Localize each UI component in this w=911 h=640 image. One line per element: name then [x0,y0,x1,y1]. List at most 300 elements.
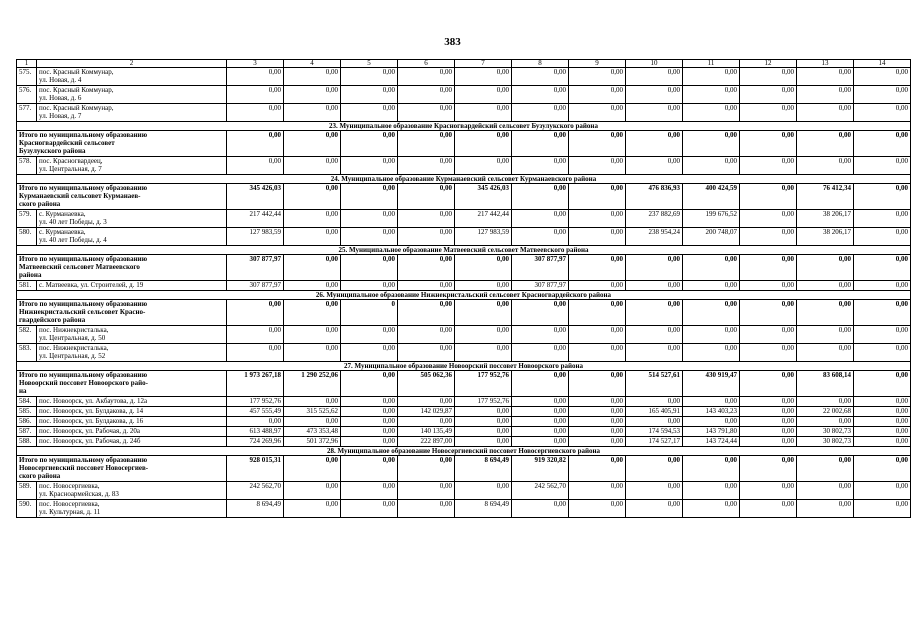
value-cell: 473 353,48 [284,427,341,437]
value-cell: 0,00 [569,281,626,291]
value-cell: 0 [341,300,398,326]
row-number: 577. [17,104,37,122]
value-cell: 0,00 [797,300,854,326]
value-cell: 0,00 [626,456,683,482]
value-cell: 0,00 [797,482,854,500]
value-cell: 0,00 [854,427,911,437]
value-cell: 928 015,31 [227,456,284,482]
value-cell: 0,00 [512,427,569,437]
value-cell: 0,00 [227,68,284,86]
value-cell: 0,00 [683,300,740,326]
value-cell: 143 724,44 [683,437,740,447]
value-cell: 0,00 [797,500,854,518]
value-cell: 0,00 [512,104,569,122]
column-number: 14 [854,60,911,68]
value-cell: 83 608,14 [797,371,854,397]
value-cell: 476 836,93 [626,184,683,210]
column-number-header-row [17,60,911,68]
value-cell: 217 442,44 [227,210,284,228]
value-cell: 0,00 [455,68,512,86]
row-number: 579. [17,210,37,228]
address-cell: с. Курманаевка, ул. 40 лет Победы, д. 4 [37,228,227,246]
value-cell: 0,00 [683,281,740,291]
value-cell: 0,00 [284,157,341,175]
value-cell: 0,00 [398,255,455,281]
value-cell: 307 877,97 [512,255,569,281]
row-number: 590. [17,500,37,518]
value-cell: 0,00 [341,281,398,291]
column-number: 5 [341,60,398,68]
value-cell: 174 594,53 [626,427,683,437]
value-cell: 30 802,73 [797,427,854,437]
row-number: 575. [17,68,37,86]
value-cell: 0,00 [341,417,398,427]
value-cell: 0,00 [854,482,911,500]
value-cell: 0,00 [854,68,911,86]
value-cell: 0,00 [455,437,512,447]
value-cell: 0,00 [512,371,569,397]
value-cell: 8 694,49 [455,456,512,482]
column-number: 2 [37,60,227,68]
value-cell: 0,00 [284,500,341,518]
value-cell: 0,00 [341,326,398,344]
value-cell: 0,00 [284,228,341,246]
value-cell: 200 748,07 [683,228,740,246]
value-cell: 127 983,59 [455,228,512,246]
value-cell: 0,00 [398,210,455,228]
value-cell: 0,00 [797,326,854,344]
column-number: 7 [455,60,512,68]
value-cell: 514 527,61 [626,371,683,397]
value-cell: 0,00 [569,131,626,157]
value-cell: 0,00 [284,255,341,281]
address-cell: пос. Новосергиевка, ул. Культурная, д. 11 [37,500,227,518]
value-cell: 0,00 [455,427,512,437]
value-cell: 0,00 [797,68,854,86]
total-row [17,131,911,157]
table-row [17,281,911,291]
value-cell: 0,00 [626,397,683,407]
value-cell: 238 954,24 [626,228,683,246]
value-cell: 0,00 [398,184,455,210]
address-cell: пос. Новосергиевка, ул. Красноармейская, д. 83 [37,482,227,500]
row-number: 578. [17,157,37,175]
value-cell: 0,00 [740,184,797,210]
total-label: Итого по муниципальному образованию Новоорский поссовет Новоорского райо- на [17,371,227,397]
value-cell: 177 952,76 [455,397,512,407]
value-cell: 0,00 [854,407,911,417]
value-cell: 0,00 [740,228,797,246]
value-cell: 0,00 [341,500,398,518]
section-header-row [17,291,911,300]
value-cell: 0,00 [569,326,626,344]
value-cell: 0,00 [284,104,341,122]
value-cell: 0,00 [797,104,854,122]
address-cell: пос. Новоорск, ул. Рабочая, д. 24б [37,437,227,447]
value-cell: 0,00 [227,326,284,344]
value-cell: 0,00 [740,210,797,228]
section-header-row [17,362,911,371]
value-cell: 0,00 [740,482,797,500]
value-cell: 0,00 [569,210,626,228]
value-cell: 0,00 [569,228,626,246]
budget-table [16,59,911,518]
value-cell: 0,00 [341,210,398,228]
value-cell: 0,00 [455,300,512,326]
value-cell: 0,00 [341,344,398,362]
section-header-row [17,175,911,184]
column-number: 12 [740,60,797,68]
table-row [17,427,911,437]
value-cell: 0,00 [797,157,854,175]
value-cell: 0,00 [569,104,626,122]
value-cell: 174 527,17 [626,437,683,447]
value-cell: 140 135,49 [398,427,455,437]
value-cell: 0,00 [455,255,512,281]
value-cell: 0,00 [455,104,512,122]
value-cell: 0,00 [626,104,683,122]
value-cell: 501 372,96 [284,437,341,447]
value-cell: 177 952,76 [455,371,512,397]
value-cell: 0,00 [512,184,569,210]
value-cell: 0,00 [512,300,569,326]
value-cell: 0,00 [227,131,284,157]
value-cell: 0,00 [626,157,683,175]
column-number: 1 [17,60,37,68]
column-number: 4 [284,60,341,68]
value-cell: 0,00 [398,344,455,362]
value-cell: 0,00 [854,131,911,157]
total-row [17,184,911,210]
value-cell: 0,00 [512,86,569,104]
total-label: Итого по муниципальному образованию Нижнекристальский сельсовет Красно- гвардейского района [17,300,227,326]
value-cell: 0,00 [797,417,854,427]
value-cell: 0,00 [740,427,797,437]
value-cell: 0,00 [683,326,740,344]
value-cell: 22 002,68 [797,407,854,417]
table-row [17,407,911,417]
table-row [17,417,911,427]
value-cell: 0,00 [683,500,740,518]
table-row [17,500,911,518]
value-cell: 0,00 [569,157,626,175]
value-cell: 0,00 [740,86,797,104]
address-cell: пос. Нижнекристалька, ул. Центральная, д. 50 [37,326,227,344]
value-cell: 315 525,62 [284,407,341,417]
table-row [17,157,911,175]
address-cell: пос. Красный Коммунар, ул. Новая, д. 4 [37,68,227,86]
value-cell: 0,00 [569,407,626,417]
value-cell: 0,00 [284,326,341,344]
value-cell: 0,00 [284,68,341,86]
value-cell: 0,00 [854,344,911,362]
address-cell: с. Матвеевка, ул. Строителей, д. 19 [37,281,227,291]
value-cell: 0,00 [854,281,911,291]
section-title: 26. Муниципальное образование Нижнекристальский сельсовет Красногвардейского района [17,291,911,300]
value-cell: 0,00 [398,482,455,500]
value-cell: 0,00 [740,407,797,417]
value-cell: 0,00 [398,281,455,291]
value-cell: 0,00 [569,397,626,407]
value-cell: 0,00 [626,68,683,86]
value-cell: 0,00 [854,210,911,228]
value-cell: 0,00 [854,371,911,397]
value-cell: 8 694,49 [455,500,512,518]
address-cell: пос. Новоорск, ул. Булдакова, д. 16 [37,417,227,427]
value-cell: 0,00 [341,104,398,122]
value-cell: 0,00 [854,104,911,122]
value-cell: 127 983,59 [227,228,284,246]
value-cell: 0,00 [284,397,341,407]
total-row [17,371,911,397]
value-cell: 0,00 [683,157,740,175]
value-cell: 242 562,70 [512,482,569,500]
table-row [17,210,911,228]
value-cell: 0,00 [512,397,569,407]
value-cell: 0,00 [683,417,740,427]
section-title: 24. Муниципальное образование Курманаевский сельсовет Курманаевского района [17,175,911,184]
total-label: Итого по муниципальному образованию Матвеевский сельсовет Матвеевского района [17,255,227,281]
value-cell: 505 062,36 [398,371,455,397]
value-cell: 0,00 [626,344,683,362]
value-cell: 1 290 252,06 [284,371,341,397]
value-cell: 0,00 [569,437,626,447]
column-number: 9 [569,60,626,68]
table-row [17,437,911,447]
value-cell: 0,00 [797,281,854,291]
value-cell: 0,00 [284,86,341,104]
value-cell: 0,00 [455,86,512,104]
value-cell: 0,00 [854,437,911,447]
value-cell: 0,00 [740,437,797,447]
table-row [17,482,911,500]
value-cell: 0,00 [398,228,455,246]
value-cell: 0,00 [284,482,341,500]
table-row [17,397,911,407]
value-cell: 0,00 [740,68,797,86]
value-cell: 0,00 [569,86,626,104]
value-cell: 0,00 [740,255,797,281]
address-cell: пос. Красный Коммунар, ул. Новая, д. 7 [37,104,227,122]
value-cell: 724 269,96 [227,437,284,447]
value-cell: 0,00 [569,255,626,281]
row-number: 588. [17,437,37,447]
value-cell: 0,00 [227,344,284,362]
value-cell: 0,00 [455,344,512,362]
value-cell: 613 488,97 [227,427,284,437]
value-cell: 8 694,49 [227,500,284,518]
value-cell: 76 412,34 [797,184,854,210]
value-cell: 143 791,80 [683,427,740,437]
table-body [17,60,911,518]
value-cell: 0,00 [569,371,626,397]
row-number: 585. [17,407,37,417]
value-cell: 0,00 [455,157,512,175]
value-cell: 0,00 [341,68,398,86]
value-cell: 165 405,91 [626,407,683,417]
value-cell: 0,00 [341,427,398,437]
value-cell: 0,00 [854,456,911,482]
value-cell: 0,00 [683,344,740,362]
value-cell: 0,00 [398,500,455,518]
value-cell: 0,00 [341,397,398,407]
address-cell: пос. Красный Коммунар, ул. Новая, д. 6 [37,86,227,104]
address-cell: пос. Новоорск, ул. Булдакова, д. 14 [37,407,227,417]
address-cell: пос. Красногвардеец, ул. Центральная, д. 7 [37,157,227,175]
value-cell: 0,00 [341,482,398,500]
value-cell: 345 426,03 [227,184,284,210]
value-cell: 0,00 [683,482,740,500]
value-cell: 0,00 [740,500,797,518]
address-cell: пос. Новоорск, ул. Рабочая, д. 20а [37,427,227,437]
value-cell: 0,00 [569,417,626,427]
value-cell: 1 973 267,18 [227,371,284,397]
table-row [17,326,911,344]
table-row [17,86,911,104]
value-cell: 0,00 [740,157,797,175]
value-cell: 0,00 [284,210,341,228]
column-number: 13 [797,60,854,68]
value-cell: 0,00 [284,344,341,362]
value-cell: 0,00 [797,86,854,104]
value-cell: 0,00 [569,500,626,518]
value-cell: 0,00 [512,210,569,228]
value-cell: 0,00 [740,397,797,407]
value-cell: 0,00 [227,157,284,175]
value-cell: 0,00 [284,300,341,326]
table-row [17,68,911,86]
value-cell: 0,00 [740,417,797,427]
value-cell: 143 403,23 [683,407,740,417]
value-cell: 0,00 [626,500,683,518]
value-cell: 0,00 [341,407,398,417]
row-number: 581. [17,281,37,291]
value-cell: 0,00 [740,104,797,122]
value-cell: 919 320,82 [512,456,569,482]
value-cell: 0,00 [227,86,284,104]
value-cell: 0,00 [227,417,284,427]
column-number: 6 [398,60,455,68]
value-cell: 0,00 [569,68,626,86]
value-cell: 0,00 [512,500,569,518]
value-cell: 0,00 [740,326,797,344]
value-cell: 0,00 [626,86,683,104]
column-number: 3 [227,60,284,68]
value-cell: 0,00 [683,255,740,281]
value-cell: 0,00 [797,456,854,482]
value-cell: 0,00 [341,86,398,104]
value-cell: 242 562,70 [227,482,284,500]
value-cell: 307 877,97 [227,255,284,281]
value-cell: 400 424,59 [683,184,740,210]
total-row [17,456,911,482]
value-cell: 0,00 [740,300,797,326]
value-cell: 0,00 [398,300,455,326]
value-cell: 0,00 [398,86,455,104]
value-cell: 0,00 [569,427,626,437]
total-row [17,255,911,281]
value-cell: 0,00 [341,456,398,482]
value-cell: 0,00 [569,184,626,210]
value-cell: 0,00 [341,184,398,210]
column-number: 11 [683,60,740,68]
value-cell: 0,00 [512,228,569,246]
value-cell: 0,00 [626,131,683,157]
page-number: 383 [444,36,461,48]
value-cell: 0,00 [512,437,569,447]
value-cell: 0,00 [455,407,512,417]
value-cell: 0,00 [455,281,512,291]
section-title: 23. Муниципальное образование Красногвардейский сельсовет Бузулукского района [17,122,911,131]
row-number: 584. [17,397,37,407]
value-cell: 30 802,73 [797,437,854,447]
value-cell: 0,00 [854,184,911,210]
value-cell: 0,00 [512,157,569,175]
value-cell: 0,00 [740,131,797,157]
value-cell: 0,00 [626,281,683,291]
value-cell: 0,00 [284,456,341,482]
value-cell: 430 919,47 [683,371,740,397]
value-cell: 0,00 [626,326,683,344]
total-label: Итого по муниципальному образованию Красногвардейский сельсовет Бузулукского района [17,131,227,157]
value-cell: 0,00 [683,86,740,104]
row-number: 580. [17,228,37,246]
value-cell: 0,00 [797,344,854,362]
address-cell: пос. Новоорск, ул. Акбаутова, д. 12а [37,397,227,407]
value-cell: 0,00 [626,300,683,326]
value-cell: 0,00 [683,68,740,86]
row-number: 583. [17,344,37,362]
column-number: 8 [512,60,569,68]
value-cell: 457 555,49 [227,407,284,417]
value-cell: 0,00 [740,344,797,362]
row-number: 587. [17,427,37,437]
value-cell: 0,00 [455,131,512,157]
value-cell: 0,00 [512,407,569,417]
value-cell: 0,00 [398,131,455,157]
value-cell: 0,00 [398,68,455,86]
value-cell: 0,00 [398,456,455,482]
value-cell: 0,00 [854,397,911,407]
value-cell: 0,00 [626,417,683,427]
value-cell: 0,00 [512,68,569,86]
value-cell: 199 676,52 [683,210,740,228]
column-number: 10 [626,60,683,68]
value-cell: 0,00 [569,300,626,326]
value-cell: 0,00 [626,255,683,281]
value-cell: 0,00 [227,300,284,326]
value-cell: 0,00 [854,300,911,326]
value-cell: 0,00 [683,131,740,157]
value-cell: 0,00 [398,104,455,122]
value-cell: 0,00 [797,397,854,407]
value-cell: 0,00 [740,281,797,291]
value-cell: 0,00 [341,371,398,397]
value-cell: 0,00 [854,417,911,427]
value-cell: 0,00 [455,417,512,427]
value-cell: 0,00 [455,482,512,500]
table-row [17,104,911,122]
value-cell: 0,00 [512,417,569,427]
table-row [17,228,911,246]
table-row [17,344,911,362]
value-cell: 0,00 [284,131,341,157]
section-title: 28. Муниципальное образование Новосергиевский поссовет Новосергиевского района [17,447,911,456]
value-cell: 0,00 [398,326,455,344]
value-cell: 142 029,87 [398,407,455,417]
value-cell: 38 206,17 [797,210,854,228]
value-cell: 0,00 [284,281,341,291]
